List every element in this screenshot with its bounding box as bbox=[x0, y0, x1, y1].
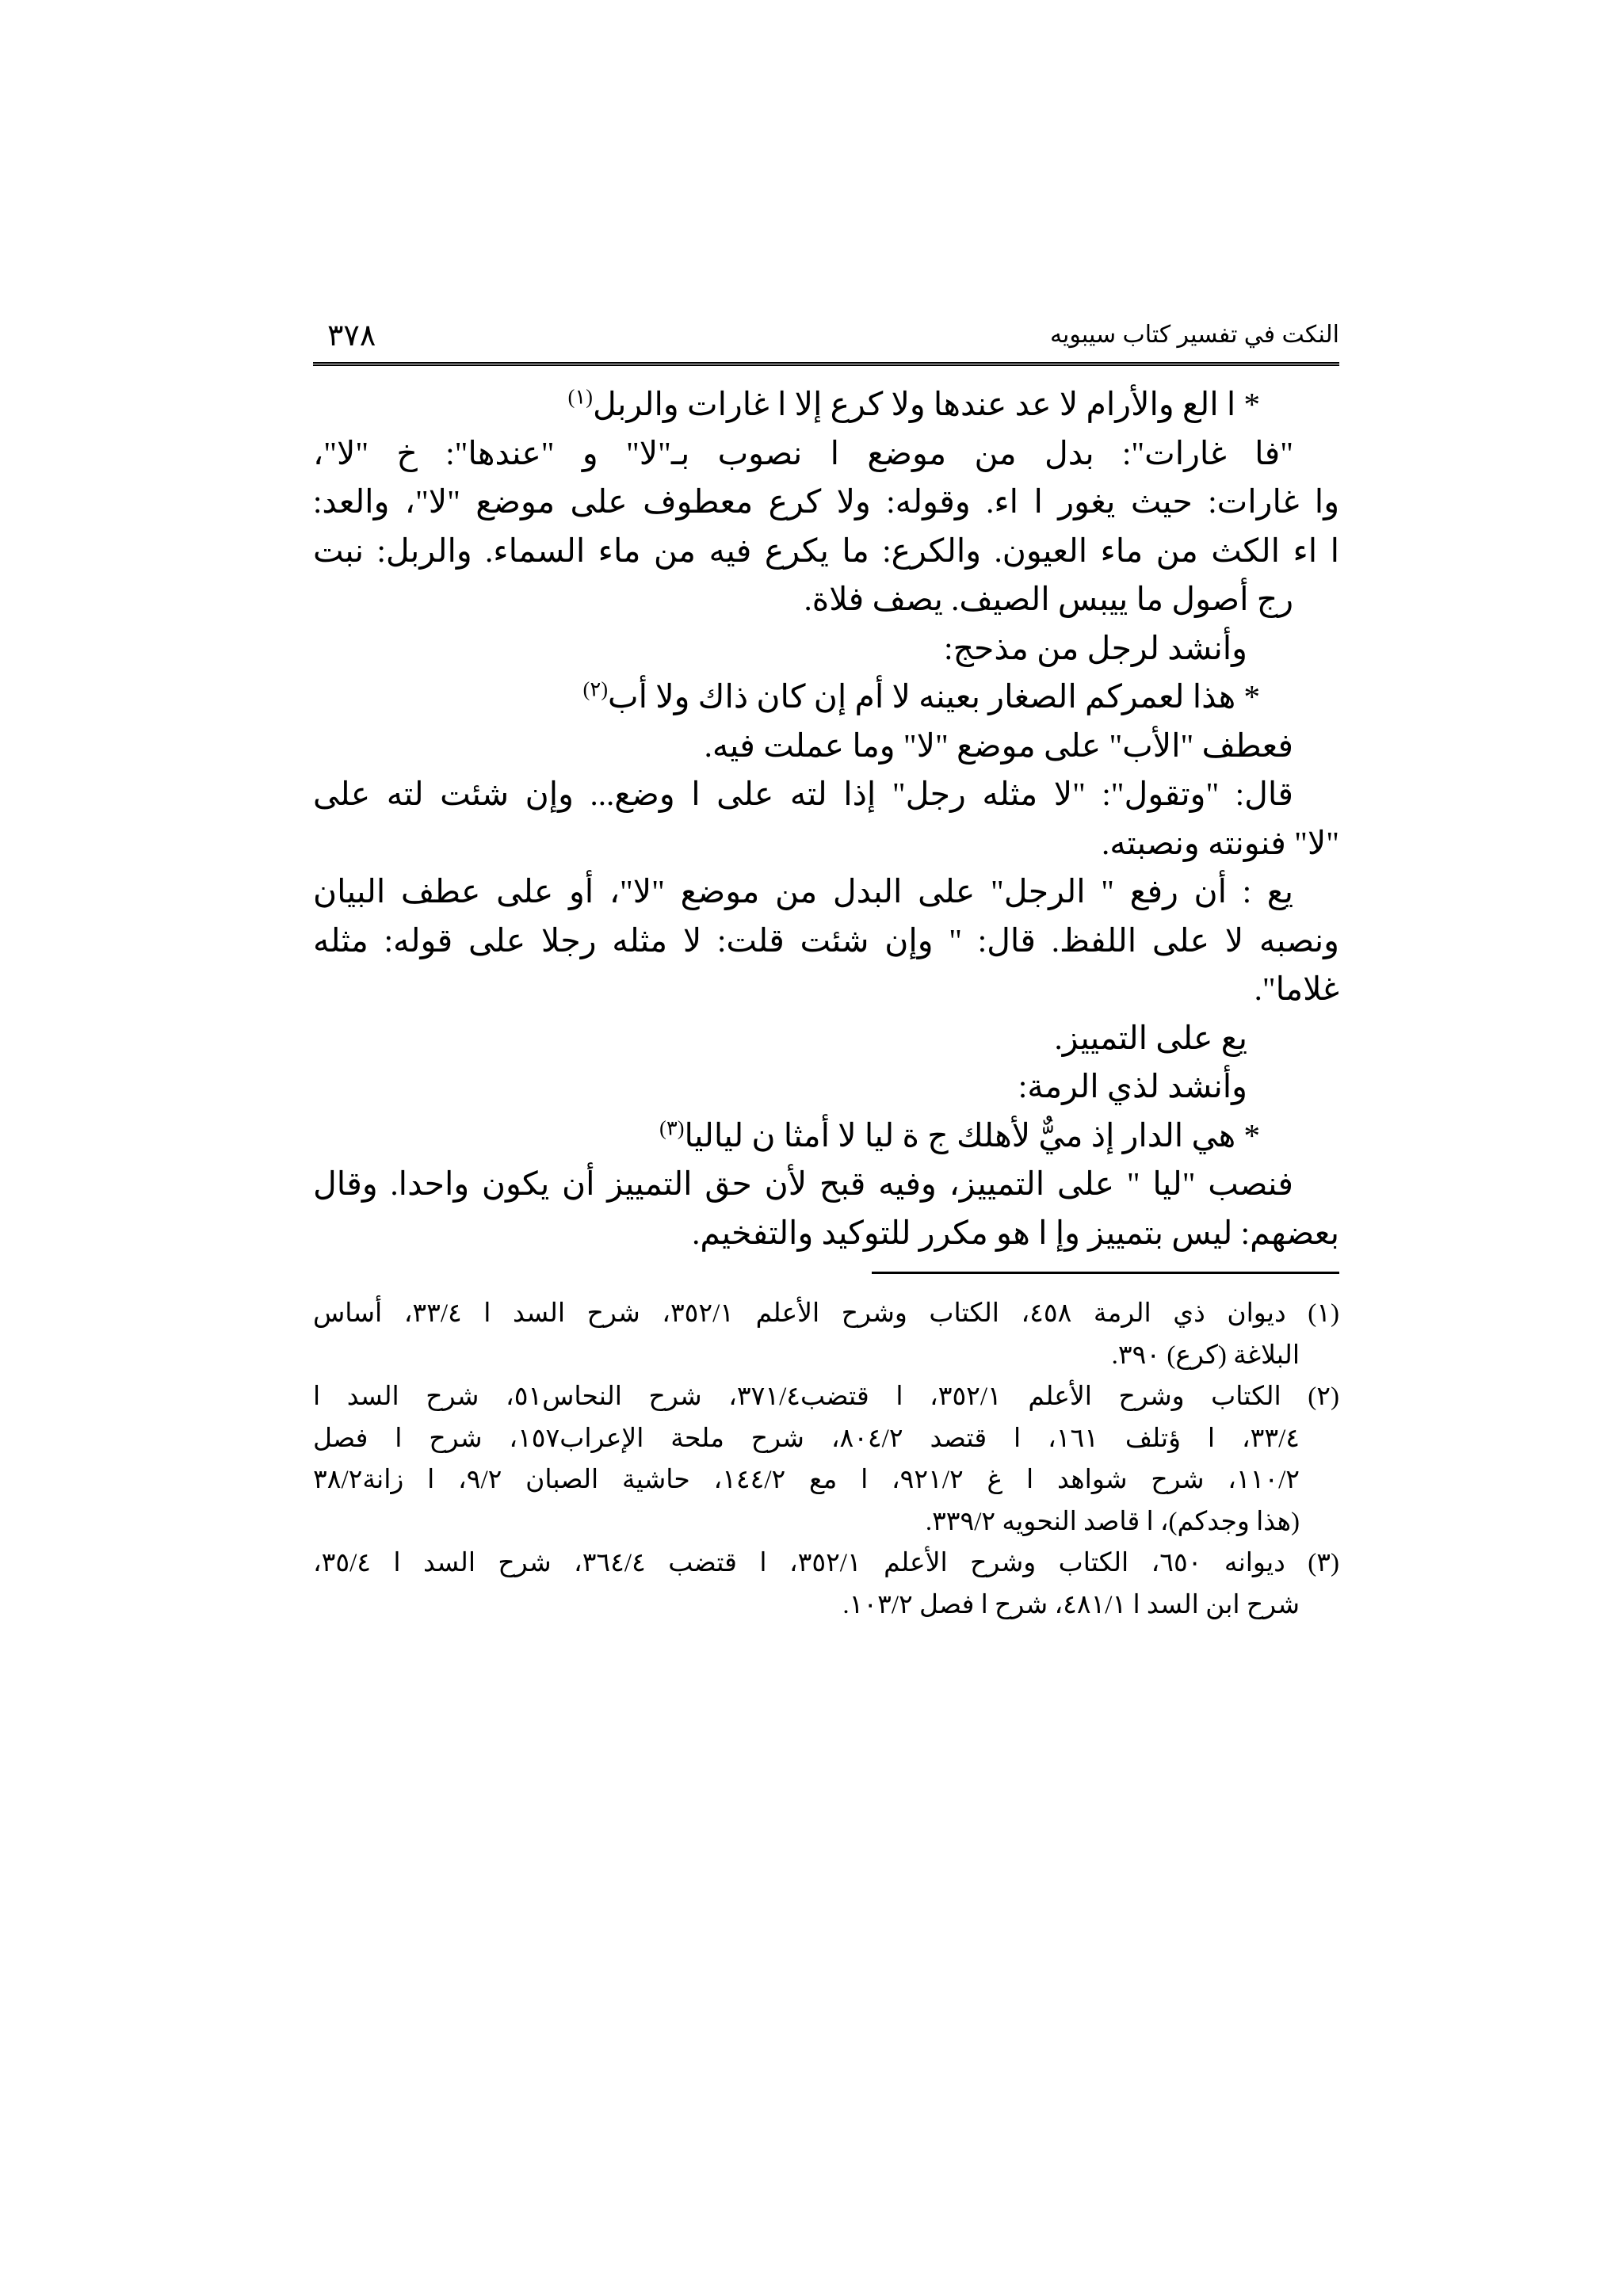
footnote-line: (هذا وجدكم)، ا قاصد النحويه ٣٣٩/٢. bbox=[925, 1507, 1300, 1536]
text-line: وأنشد لذي الرمة: bbox=[1018, 1068, 1247, 1104]
page-number: ٣٧٨ bbox=[327, 319, 376, 353]
text-line: غلاما". bbox=[1254, 971, 1339, 1007]
footnote-2 bbox=[313, 1376, 1339, 1543]
footnote-line: (١) ديوان ذي الرمة ٤٥٨، الكتاب وشرح الأعلم ٣٥٢/١، شرح السد ا ٣٣/٤، أساس bbox=[313, 1299, 1339, 1328]
text-line: فعطف "الأب" على موضع "لا" وما عملت فيه. bbox=[704, 727, 1293, 764]
page bbox=[313, 313, 1339, 1626]
footnote-line: (٣) ديوانه ٦٥٠، الكتاب وشرح الأعلم ٣٥٢/١، ا قتضب ٣٦٤/٤، شرح السد ا ٣٥/٤، bbox=[313, 1549, 1339, 1577]
text-line: وا غارات: حيث يغور ا اء. وقوله: ولا كرع معطوف على موضع "لا"، والعد: bbox=[313, 483, 1339, 520]
text-line: ونصبه لا على اللفظ. قال: " وإن شئت قلت: لا مثله رجلا على قوله: مثله bbox=[313, 921, 1339, 959]
book-title: النكت في تفسير كتاب سيبويه bbox=[1049, 322, 1339, 348]
verse-line bbox=[313, 380, 1339, 429]
footnote-line: (٢) الكتاب وشرح الأعلم ٣٥٢/١، ا قتضب٣٧١/٤، شرح النحاس٥١، شرح السد ا bbox=[313, 1383, 1339, 1411]
text-line: يع على التمييز. bbox=[1054, 1019, 1247, 1056]
text-line: "لا" فنونته ونصبته. bbox=[1101, 824, 1339, 861]
footnote-line: البلاغة (كرع) ٣٩٠. bbox=[1111, 1341, 1300, 1370]
footnote-line: شرح ابن السد ا ٤٨١/١، شرح ا فصل ١٠٣/٢. bbox=[842, 1590, 1300, 1619]
footnote-marker: (٣) bbox=[659, 1116, 685, 1139]
footnote-marker: (١) bbox=[567, 385, 593, 409]
footnote-3 bbox=[313, 1543, 1339, 1626]
text-line: يع : أن رفع " الرجل" على البدل من موضع "لا"، أو على عطف البيان bbox=[313, 873, 1293, 910]
text-line: رج أصول ما ييبس الصيف. يصف فلاة. bbox=[804, 581, 1293, 617]
text-line: بعضهم: ليس بتمييز وإ ا هو مكرر للتوكيد والتفخيم. bbox=[692, 1214, 1339, 1251]
footnote-marker: (٢) bbox=[582, 677, 608, 701]
footnote-line: ١١٠/٢، شرح شواهد ا غ ٩٢١/٢، ا مع ١٤٤/٢، حاشية الصبان ٩/٢، ا زانة٣٨/٢ bbox=[313, 1466, 1300, 1494]
text-line: قال: "وتقول": "لا مثله رجل" إذا لته على ا وضع... وإن شئت لته على bbox=[313, 776, 1293, 812]
footnote-1 bbox=[313, 1293, 1339, 1376]
footnote-separator bbox=[872, 1272, 1339, 1274]
running-header bbox=[313, 313, 1339, 366]
verse-text: * ا الع والأرام لا عد عندها ولا كرع إلا ا غارات والربل bbox=[592, 386, 1260, 422]
main-text bbox=[313, 380, 1339, 1257]
verse-line bbox=[313, 1112, 1339, 1161]
footnotes bbox=[313, 1293, 1339, 1626]
verse-text: * هذا لعمركم الصغار بعينه لا أم إن كان ذاك ولا أب bbox=[607, 678, 1260, 715]
text-line: فنصب "ليا " على التمييز، وفيه قبح لأن حق التمييز أن يكون واحدا. وقال bbox=[313, 1165, 1293, 1202]
text-line: "فا غارات": بدل من موضع ا نصوب بـ"لا" و "عندها": خ "لا"، bbox=[313, 434, 1293, 471]
verse-line bbox=[313, 673, 1339, 722]
text-line: ا اء الكث من ماء العيون. والكرع: ما يكرع فيه من ماء السماء. والربل: نبت bbox=[313, 532, 1339, 569]
verse-text: * هي الدار إذ ميٌّ لأهلك ج ة ليا لا أمثا ن لياليا bbox=[684, 1116, 1260, 1154]
text-line: وأنشد لرجل من مذحج: bbox=[944, 629, 1247, 666]
footnote-line: ٣٣/٤، ا ؤتلف ١٦١، ا قتصد ٨٠٤/٢، شرح ملحة الإعراب١٥٧، شرح ا فصل bbox=[313, 1424, 1300, 1453]
